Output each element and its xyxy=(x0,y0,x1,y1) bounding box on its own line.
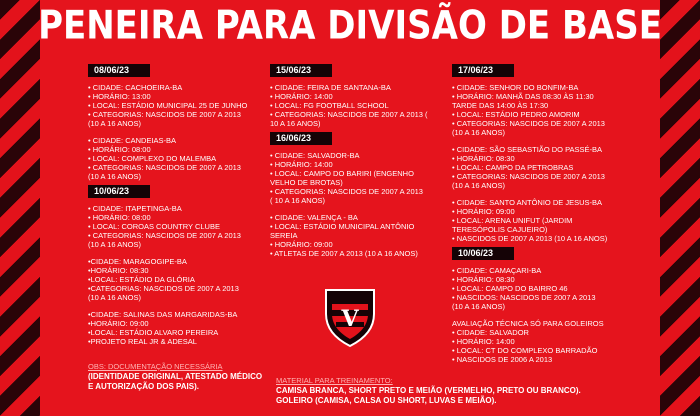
info-line: 10 A 16 ANOS) xyxy=(270,119,321,128)
documents-note xyxy=(88,362,268,392)
date-group xyxy=(452,247,652,364)
info-line: TERESÓPOLIS CAJUEIRO) xyxy=(452,225,548,234)
info-line: • HORÁRIO: 08:00 xyxy=(88,213,151,222)
info-line: • HORÁRIO: 09:00 xyxy=(452,207,515,216)
info-line: • LOCAL: ESTÁDIO MUNICIPAL 25 DE JUNHO xyxy=(88,101,248,110)
info-line: • CIDADE: SÃO SEBASTIÃO DO PASSÉ-BA xyxy=(452,145,603,154)
location-block xyxy=(452,145,652,190)
column-2 xyxy=(270,64,446,266)
date-group xyxy=(452,64,652,243)
info-line: •HORÁRIO: 08:30 xyxy=(88,266,149,275)
location-block xyxy=(270,213,446,258)
info-line: (10 A 16 ANOS) xyxy=(88,172,141,181)
info-line: •CATEGORIAS: NASCIDOS DE 2007 A 2013 xyxy=(88,284,239,293)
info-line: • HORÁRIO: 14:00 xyxy=(452,337,515,346)
info-line: • CATEGORIAS: NASCIDOS DE 2007 A 2013 xyxy=(88,110,241,119)
info-line: • CIDADE: CACHOEIRA-BA xyxy=(88,83,183,92)
training-material-label: MATERIAL PARA TREINAMENTO: xyxy=(276,376,393,385)
info-line: • CATEGORIAS: NASCIDOS DE 2007 A 2013 xyxy=(88,231,241,240)
info-line: (10 A 16 ANOS) xyxy=(88,119,141,128)
info-line: • CATEGORIAS: NASCIDOS DE 2007 A 2013 xyxy=(270,187,423,196)
info-line: (10 A 16 ANOS) xyxy=(88,240,141,249)
info-line: ( 10 A 16 ANOS) xyxy=(270,196,326,205)
svg-text:V: V xyxy=(341,306,359,332)
poster-title: PENEIRA PARA DIVISÃO DE BASE xyxy=(38,3,662,49)
date-group xyxy=(88,185,278,346)
info-line: • CIDADE: VALENÇA - BA xyxy=(270,213,358,222)
location-block xyxy=(88,257,278,302)
info-line: • LOCAL: CT DO COMPLEXO BARRADÃO xyxy=(452,346,598,355)
location-block xyxy=(88,136,278,181)
info-line: • HORÁRIO: 08:00 xyxy=(88,145,151,154)
info-line: • CATEGORIAS: NASCIDOS DE 2007 A 2013 ( xyxy=(270,110,428,119)
location-block xyxy=(452,266,652,311)
location-block xyxy=(452,319,652,364)
info-line: •LOCAL: ESTÁDIO ALVARO PEREIRA xyxy=(88,328,219,337)
info-line: SEREIA xyxy=(270,231,298,240)
info-line: (10 A 16 ANOS) xyxy=(452,181,505,190)
date-badge: 10/06/23 xyxy=(452,247,514,260)
info-line: TARDE DAS 14:00 ÀS 17:30 xyxy=(452,101,549,110)
info-line: • HORÁRIO: 14:00 xyxy=(270,92,333,101)
info-line: • HORÁRIO: MANHÃ DAS 08:30 ÀS 11:30 xyxy=(452,92,594,101)
info-line: •CIDADE: SALINAS DAS MARGARIDAS-BA xyxy=(88,310,238,319)
location-block xyxy=(88,204,278,249)
info-line: • HORÁRIO: 09:00 xyxy=(270,240,333,249)
info-line: VELHO DE BROTAS) xyxy=(270,178,343,187)
date-badge: 10/06/23 xyxy=(88,185,150,198)
info-line: • CATEGORIAS: NASCIDOS DE 2007 A 2013 xyxy=(88,163,241,172)
location-block xyxy=(88,310,278,346)
documents-text: (IDENTIDADE ORIGINAL, ATESTADO MÉDICO E AUTORIZAÇÃO DOS PAIS). xyxy=(88,372,263,391)
info-line: (10 A 16 ANOS) xyxy=(88,293,141,302)
info-line: • HORÁRIO: 08:30 xyxy=(452,154,515,163)
date-badge: 16/06/23 xyxy=(270,132,332,145)
info-line: •HORÁRIO: 09:00 xyxy=(88,319,149,328)
info-line: • CIDADE: ITAPETINGA-BA xyxy=(88,204,182,213)
info-line: • LOCAL: CAMPO DO BARIRI (ENGENHO xyxy=(270,169,414,178)
info-line: • CIDADE: SALVADOR xyxy=(452,328,529,337)
column-1 xyxy=(88,64,278,354)
info-line: • LOCAL: COROAS COUNTRY CLUBE xyxy=(88,222,220,231)
info-line: • LOCAL: ARENA UNIFUT (JARDIM xyxy=(452,216,573,225)
info-line: • CIDADE: CAMAÇARI-BA xyxy=(452,266,542,275)
info-line: • LOCAL: CAMPO DO BAIRRO 46 xyxy=(452,284,568,293)
info-line: • ATLETAS DE 2007 A 2013 (10 A 16 ANOS) xyxy=(270,249,418,258)
info-line: • NASCIDOS: NASCIDOS DE 2007 A 2013 xyxy=(452,293,596,302)
right-stripes xyxy=(660,0,700,416)
ec-vitoria-crest-icon xyxy=(322,286,378,348)
info-line: • CIDADE: SENHOR DO BONFIM-BA xyxy=(452,83,579,92)
date-badge: 17/06/23 xyxy=(452,64,514,77)
location-block xyxy=(270,83,446,128)
info-line: • HORÁRIO: 14:00 xyxy=(270,160,333,169)
date-badge: 15/06/23 xyxy=(270,64,332,77)
info-line: • CATEGORIAS: NASCIDOS DE 2007 A 2013 xyxy=(452,119,605,128)
info-line: • CATEGORIAS: NASCIDOS DE 2007 A 2013 xyxy=(452,172,605,181)
info-line: (10 A 16 ANOS) xyxy=(452,128,505,137)
documents-label: OBS: DOCUMENTAÇÃO NECESSÁRIA xyxy=(88,362,223,371)
info-line: • LOCAL: COMPLEXO DO MALEMBA xyxy=(88,154,217,163)
info-line: •LOCAL: ESTÁDIO DA GLÓRIA xyxy=(88,275,195,284)
training-material-note xyxy=(276,376,606,406)
info-line: • NASCIDOS DE 2007 A 2013 (10 A 16 ANOS) xyxy=(452,234,608,243)
date-group xyxy=(270,132,446,258)
info-line: •PROJETO REAL JR & ADESAL xyxy=(88,337,197,346)
info-line: AVALIAÇÃO TÉCNICA SÓ PARA GOLEIROS xyxy=(452,319,604,328)
location-block xyxy=(452,83,652,137)
info-line: • CIDADE: FEIRA DE SANTANA-BA xyxy=(270,83,391,92)
info-line: • CIDADE: SALVADOR-BA xyxy=(270,151,360,160)
left-stripes xyxy=(0,0,40,416)
location-block xyxy=(88,83,278,128)
info-line: • HORÁRIO: 13:00 xyxy=(88,92,151,101)
column-3 xyxy=(452,64,652,372)
info-line: • LOCAL: CAMPO DA PETROBRAS xyxy=(452,163,574,172)
date-group xyxy=(88,64,278,181)
info-line: • HORÁRIO: 08:30 xyxy=(452,275,515,284)
location-block xyxy=(452,198,652,243)
location-block xyxy=(270,151,446,205)
training-material-text: CAMISA BRANCA, SHORT PRETO E MEIÃO (VERMELHO, PRETO OU BRANCO). GOLEIRO (CAMISA, CALSA OU SHORT, LUVAS E MEIÃO). xyxy=(276,386,581,405)
info-line: •CIDADE: MARAGOGIPE-BA xyxy=(88,257,187,266)
info-line: • LOCAL: ESTÁDIO PEDRO AMORIM xyxy=(452,110,580,119)
info-line: • CIDADE: CANDEIAS-BA xyxy=(88,136,177,145)
date-badge: 08/06/23 xyxy=(88,64,150,77)
info-line: • LOCAL: ESTÁDIO MUNICIPAL ANTÔNIO xyxy=(270,222,415,231)
date-group xyxy=(270,64,446,128)
info-line: • NASCIDOS DE 2006 A 2013 xyxy=(452,355,553,364)
info-line: • LOCAL: FG FOOTBALL SCHOOL xyxy=(270,101,389,110)
info-line: • CIDADE: SANTO ANTÔNIO DE JESUS-BA xyxy=(452,198,603,207)
info-line: (10 A 16 ANOS) xyxy=(452,302,505,311)
